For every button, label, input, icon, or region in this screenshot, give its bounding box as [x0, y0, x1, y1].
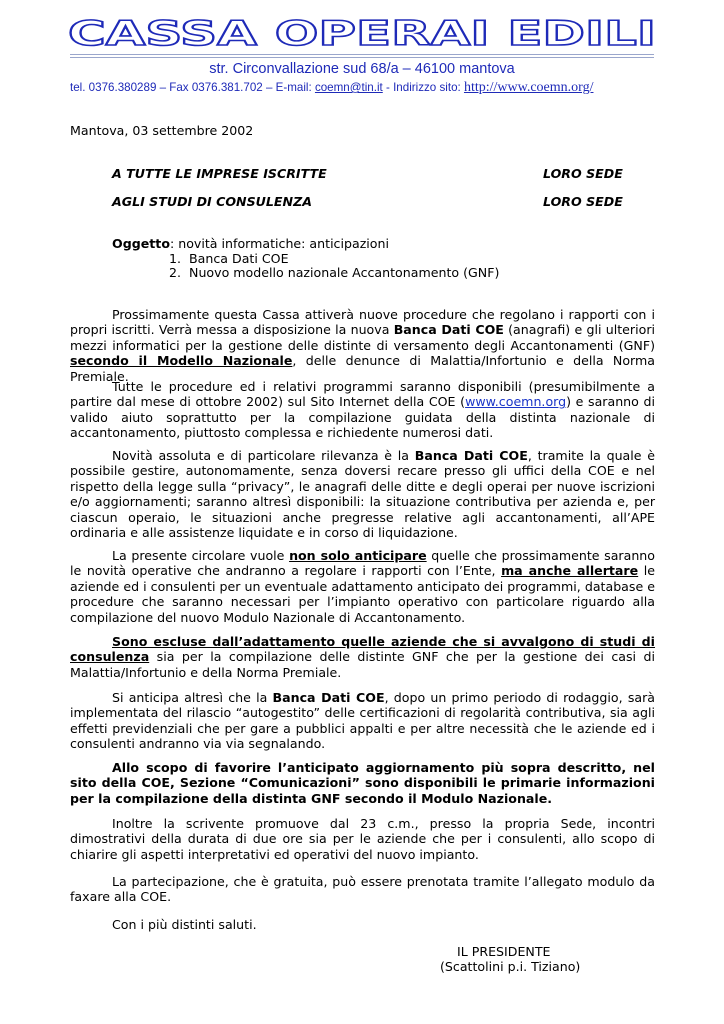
paragraph-5: Sono escluse dall’adattamento quelle aziende che si avvalgono di studi di consulenza sia per la compilazione delle distinte GNF che per la gestione dei casi di Malattia/Infortunio e della Norma Premiale.: [70, 634, 655, 680]
letter-date: Mantova, 03 settembre 2002: [70, 123, 254, 138]
ma-anche-allertare: ma anche allertare: [501, 563, 639, 579]
paragraph-10: Con i più distinti saluti.: [112, 917, 257, 932]
signature-role: IL PRESIDENTE: [457, 944, 551, 959]
website-link[interactable]: http://www.coemn.org/: [463, 80, 594, 95]
banca-dati-coe: Banca Dati COE: [414, 448, 528, 463]
signature-name: (Scattolini p.i. Tiziano): [440, 959, 581, 975]
recipient-1: A TUTTE LE IMPRESE ISCRITTE: [112, 166, 327, 181]
letterhead-contacts: [70, 80, 670, 96]
paragraph-8: Inoltre la scrivente promuove dal 23 c.m., presso la propria Sede, incontri dimostrativi della durata di due ore sia per le aziende che per i consulenti, allo scopo di chiarire gli aspetti interpretativi ed operativi del nuovo impianto.: [70, 816, 655, 862]
paragraph-4: La presente circolare vuole non solo anticipare quelle che prossimamente saranno le novità operative che andranno a regolare i rapporti con l’Ente, ma anche allertare le aziende ed i consulenti per un eventuale adattamento anticipato dei programmi, database e procedure che saranno necessari per l’impianto operativo con particolare riguardo alla compilazione del nuovo Modulo Nazionale di Accantonamento.: [70, 548, 656, 625]
letterhead-address: str. Circonvallazione sud 68/a – 46100 mantova: [209, 61, 515, 77]
banca-dati-coe: Banca Dati COE: [393, 322, 504, 338]
subject-line: [112, 236, 389, 251]
paragraph-7: Allo scopo di favorire l’anticipato aggiornamento più sopra descritto, nel sito della COE, Sezione “Comunicazioni” sono disponibili le primarie informazioni per la compilazione della distinta GNF secondo il Modulo Nazionale.: [70, 760, 655, 806]
subject-label: Oggetto: [112, 236, 170, 251]
letterhead-logo: [66, 14, 658, 50]
modello-nazionale: secondo il Modello Nazionale: [70, 353, 293, 369]
letterhead-rule: [70, 54, 654, 55]
letterhead-title: CASSA OPERAI EDILI: [68, 14, 656, 50]
paragraph-6: Si anticipa altresì che la Banca Dati COE, dopo un primo periodo di rodaggio, sarà implementata del rilascio “autogestito” delle certificazioni di regolarità contributiva, sia agli effetti previdenziali che per gare a pubblici appalti e per altre necessità che le aziende ed i consulenti andranno via via segnalando.: [70, 690, 655, 752]
paragraph-9: La partecipazione, che è gratuita, può essere prenotata tramite l’allegato modulo da faxare alla COE.: [70, 874, 655, 905]
paragraph-1: Prossimamente questa Cassa attiverà nuove procedure che regolano i rapporti con i propri iscritti. Verrà messa a disposizione la nuova Banca Dati COE (anagrafi) e gli ulteriori mezzi informatici per la gestione delle distinte di versamento degli Accantonamenti (GNF) secondo il Modello Nazionale, delle denunce di Malattia/Infortunio e della Norma Premiale.: [70, 307, 655, 384]
contacts-phone-fax: tel. 0376.380289 – Fax 0376.381.702 – E-mail:: [70, 81, 315, 94]
subject-item-2: 2. Nuovo modello nazionale Accantonamento (GNF): [169, 265, 500, 280]
recipient-1-place: LORO SEDE: [543, 166, 623, 181]
coemn-link[interactable]: www.coemn.org: [465, 394, 567, 410]
non-solo-anticipare: non solo anticipare: [289, 548, 427, 563]
paragraph-2: Tutte le procedure ed i relativi programmi saranno disponibili (presumibilmente a partire dal mese di ottobre 2002) sul Sito Internet della COE (www.coemn.org) e saranno di valido aiuto soprattutto per la compilazione guidata della distinta nazionale di accantonamento, piuttosto complessa e richiedente numerosi dati.: [70, 379, 655, 441]
paragraph-3: Novità assoluta e di particolare rilevanza è la Banca Dati COE, tramite la quale è possibile gestire, autonomamente, senza doversi recare presso gli uffici della COE e nel rispetto della legge sulla “privacy”, le anagrafi delle ditte e degli operai per nuove iscrizioni e/o aggiornamenti; saranno altresì disponibili: la situazione contributiva per azienda e, per ciascun operaio, le situazioni anche pregresse relative agli accantonamenti, all’APE ordinaria e alle assistenze liquidate e in corso di liquidazione.: [70, 448, 655, 541]
subject-item-1: 1. Banca Dati COE: [169, 251, 289, 266]
subject-text: : novità informatiche: anticipazioni: [169, 236, 389, 251]
letterhead-rule-2: [70, 57, 654, 58]
signature: [440, 944, 580, 975]
recipient-2-place: LORO SEDE: [543, 194, 623, 209]
escluse-studi: Sono escluse dall’adattamento quelle aziende che si avvalgono di studi di consulenza: [70, 634, 655, 665]
banca-dati-coe: Banca Dati COE: [272, 690, 385, 705]
recipient-2: AGLI STUDI DI CONSULENZA: [112, 194, 312, 209]
email-link[interactable]: coemn@tin.it: [314, 81, 383, 94]
contacts-site-label: - Indirizzo sito:: [382, 81, 464, 94]
